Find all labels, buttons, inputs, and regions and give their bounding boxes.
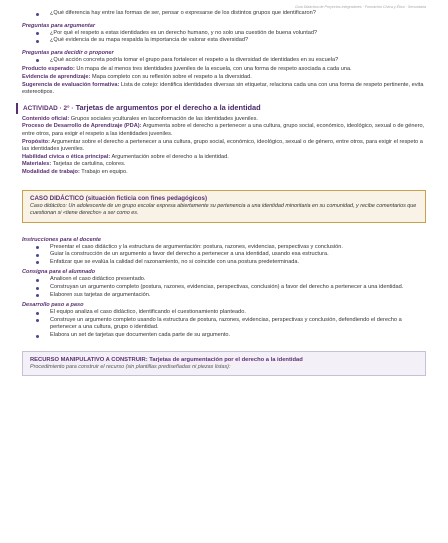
section-heading-argumentar: Preguntas para argumentar <box>22 22 96 29</box>
list-item: El equipo analiza el caso didáctico, identificando el cuestionamiento planteado. <box>22 309 426 317</box>
list-item: Construye un argumento completo usando la estructura de postura, razones, evidencias, perspectivas y conclusión, defendiendo el derecho a pertenecer a una cultura, grupo o identidad. <box>22 317 426 332</box>
list-item: Presentar el caso didáctico y la estructura de argumentación: postura, razones, evidencias, perspectivas y conclusión. <box>22 244 426 252</box>
activity-title: ACTIVIDAD · 2° · Tarjetas de argumentos por el derecho a la identidad <box>16 103 426 114</box>
case-box <box>22 190 426 223</box>
list-item: Elabora un set de tarjetas que documenten cada parte de su argumento. <box>22 332 426 340</box>
meta-line-producto: Producto esperado: Un mapa de al menos tres identidades juveniles de la escuela, con una forma de respeto asociada a cada una. <box>22 66 352 73</box>
section-heading-docente: Instrucciones para el docente <box>22 236 101 243</box>
list-item: ¿Qué diferencia hay entre las formas de ser, pensar o expresarse de los distintos grupos que identificaron? <box>22 10 426 18</box>
activity-line-contenido: Contenido oficial: Grupos sociales yculturales en laconformación de las identidades juveniles. <box>22 115 258 122</box>
case-text: Caso didáctico: Un adolescente de un grupo escolar expresa abiertamente su pertenencia a una identidad minoritaria en su comunidad, y recibe comentarios que cuestionan si «tiene derecho» a ser como es. <box>30 202 417 217</box>
list-item: Analicen el caso didáctico presentado. <box>22 276 426 284</box>
list-item: Guiar la construcción de un argumento a favor del derecho a pertenecer a una identidad, usando esa estructura. <box>22 251 426 259</box>
list-item: Enfatizar que se evalúa la calidad del razonamiento, no si coincide con una postura predeterminada. <box>22 259 426 267</box>
section-heading-proponer: Preguntas para decidir o proponer <box>22 49 114 56</box>
list-item: ¿Qué evidencia de su mapa respalda la importancia de valorar esta diversidad? <box>22 37 426 45</box>
case-title: CASO DIDÁCTICO (situación ficticia con fines pedagógicos) <box>30 194 208 202</box>
meta-line-evidencia: Evidencia de aprendizaje: Mapa completo con su reflexión sobre el respeto a la diversidad. <box>22 73 252 80</box>
activity-line-pda: Proceso de Desarrollo de Aprendizaje (PDA): Argumenta sobre el derecho a pertenecer a una cultura, grupo social, económico, ideológico, sexual o de género, entre otros, para exigir el respeto a las identidades juveniles. <box>22 123 425 137</box>
list-item: Elaboren sus tarjetas de argumentación. <box>22 292 426 300</box>
activity-line-proposito: Propósito: Argumentar sobre el derecho a pertenecer a una cultura, grupo social, económico, ideológico, sexual o de género, entre otros, para exigir el respeto a las identidades juveniles. <box>22 138 423 153</box>
activity-line-materiales: Materiales: Tarjetas de cartulina, colores. <box>22 161 126 168</box>
list-item: ¿Qué acción concreta podría tomar el grupo para fortalecer el respeto a la diversidad de identidades en su escuela? <box>22 57 426 65</box>
list-item: ¿Por qué el respeto a estas identidades es un derecho humano, y no solo una cuestión de buena voluntad? <box>22 30 426 38</box>
activity-line-habilidad: Habilidad cívica o ética principal: Argumentación sobre el derecho a la identidad. <box>22 153 229 160</box>
list-item: Construyan un argumento completo (postura, razones, evidencias, perspectivas, conclusión) a favor del derecho a pertenecer a una identidad. <box>22 284 426 292</box>
running-header: Guía Didáctica de Proyectos Integradores · Formación Cívica y Ética · Secundaria <box>294 5 426 9</box>
resource-title: RECURSO MANIPULATIVO A CONSTRUIR: Tarjetas de argumentación por el derecho a la identidad <box>30 356 303 363</box>
resource-text: Procedimiento para construir el recurso (sin plantillas prediseñadas ni piezas listas): <box>30 363 231 370</box>
meta-line-evaluacion: Sugerencia de evaluación formativa: Lista de cotejo: identifica identidades diversas sin etiquetar, relaciona cada una con una forma de respeto pertinente, evita estereotipos. <box>22 81 424 96</box>
activity-line-modalidad: Modalidad de trabajo: Trabajo en equipo. <box>22 168 128 175</box>
section-heading-alumnado: Consigna para el alumnado <box>22 269 96 276</box>
section-heading-pasos: Desarrollo paso a paso <box>22 302 84 309</box>
resource-box <box>22 351 426 377</box>
